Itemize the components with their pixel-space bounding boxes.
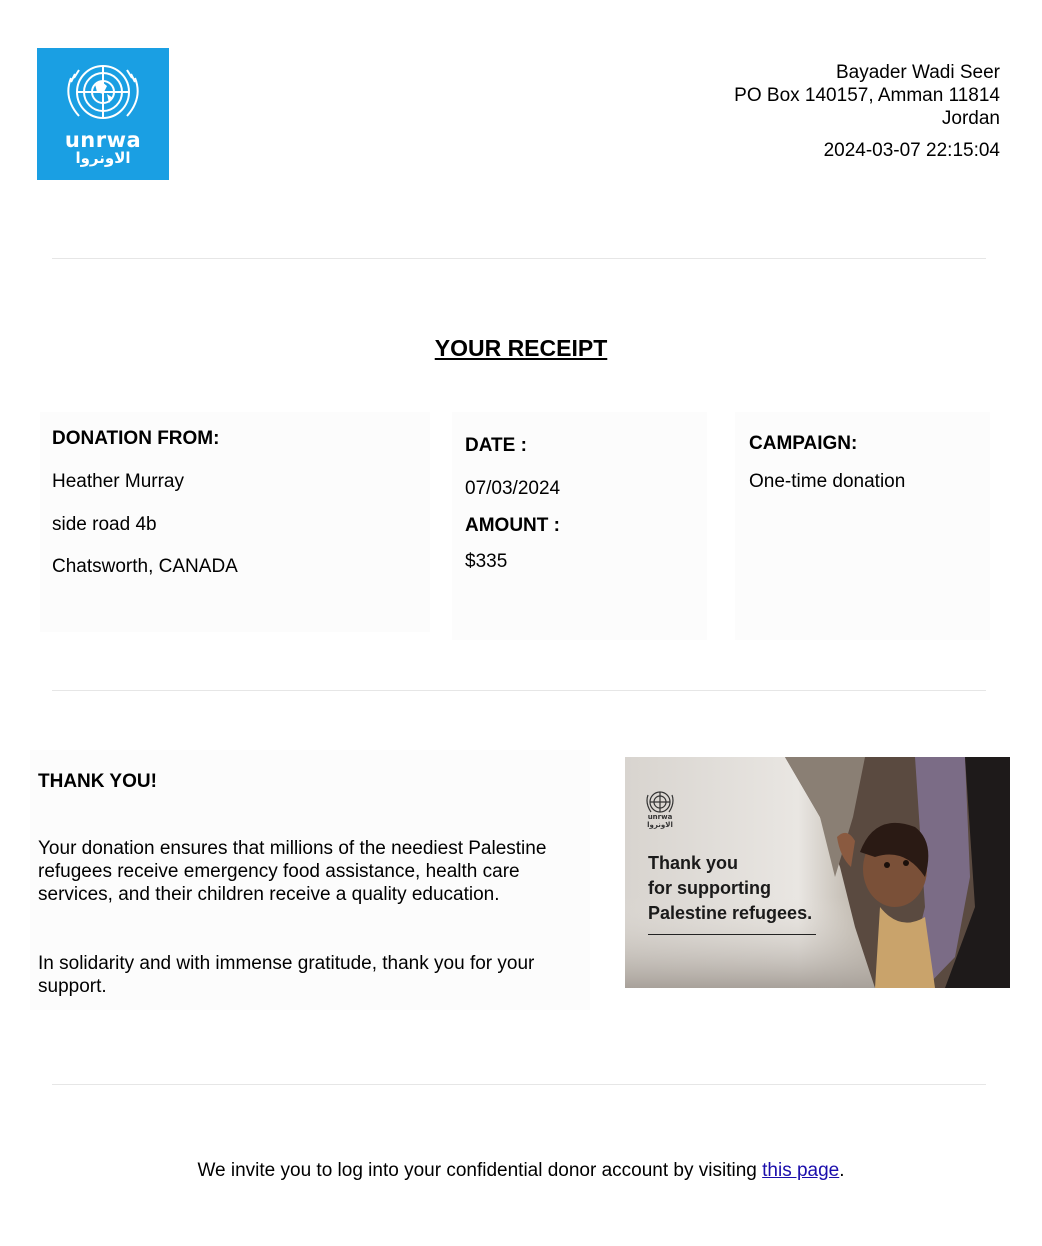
- banner-line-3: Palestine refugees.: [648, 903, 813, 923]
- thank-you-title: THANK YOU!: [38, 771, 157, 792]
- divider-middle: [52, 690, 986, 691]
- date-value: 07/03/2024: [465, 478, 561, 499]
- address-line-1: Bayader Wadi Seer: [835, 62, 1000, 83]
- amount-value: $335: [465, 551, 508, 572]
- thank-you-paragraph-2: In solidarity and with immense gratitude, thank you for your support.: [38, 953, 535, 997]
- footer-period: .: [839, 1160, 845, 1181]
- banner-underline: [648, 934, 816, 935]
- unrwa-logo: [37, 48, 169, 180]
- office-address: [734, 61, 1000, 130]
- donor-city: Chatsworth, CANADA: [52, 556, 238, 577]
- banner-logo-en: unrwa: [647, 813, 673, 821]
- footer-invite: [0, 1160, 1042, 1182]
- divider-bottom: [52, 1084, 986, 1085]
- banner-logo-ar: الاونروا: [647, 821, 673, 829]
- address-line-3: Jordan: [941, 108, 1000, 129]
- logo-text-ar: الاونروا: [75, 149, 131, 167]
- receipt-timestamp: 2024-03-07 22:15:04: [823, 140, 1000, 161]
- receipt-title: YOUR RECEIPT: [434, 335, 608, 361]
- campaign-value: One-time donation: [749, 471, 906, 492]
- donor-account-link[interactable]: this page: [762, 1160, 840, 1181]
- amount-label: AMOUNT :: [465, 515, 560, 536]
- divider-top: [52, 258, 986, 259]
- donation-from-label: DONATION FROM:: [52, 428, 220, 449]
- thank-you-banner-image: [625, 757, 1010, 988]
- donor-street: side road 4b: [52, 514, 157, 535]
- campaign-label: CAMPAIGN:: [749, 433, 858, 454]
- banner-message: [648, 851, 812, 926]
- date-label: DATE :: [465, 435, 527, 456]
- banner-line-1: Thank you: [648, 853, 739, 873]
- logo-text-en: unrwa: [64, 128, 142, 152]
- donor-name: Heather Murray: [52, 471, 184, 492]
- footer-text: We invite you to log into your confidential donor account by visiting: [197, 1160, 763, 1181]
- banner-line-2: for supporting: [648, 878, 771, 898]
- address-line-2: PO Box 140157, Amman 11814: [734, 85, 1000, 106]
- thank-you-paragraph-1: Your donation ensures that millions of the neediest Palestine refugees receive emergency food assistance, health care services, and their children receive a quality education.: [38, 838, 547, 905]
